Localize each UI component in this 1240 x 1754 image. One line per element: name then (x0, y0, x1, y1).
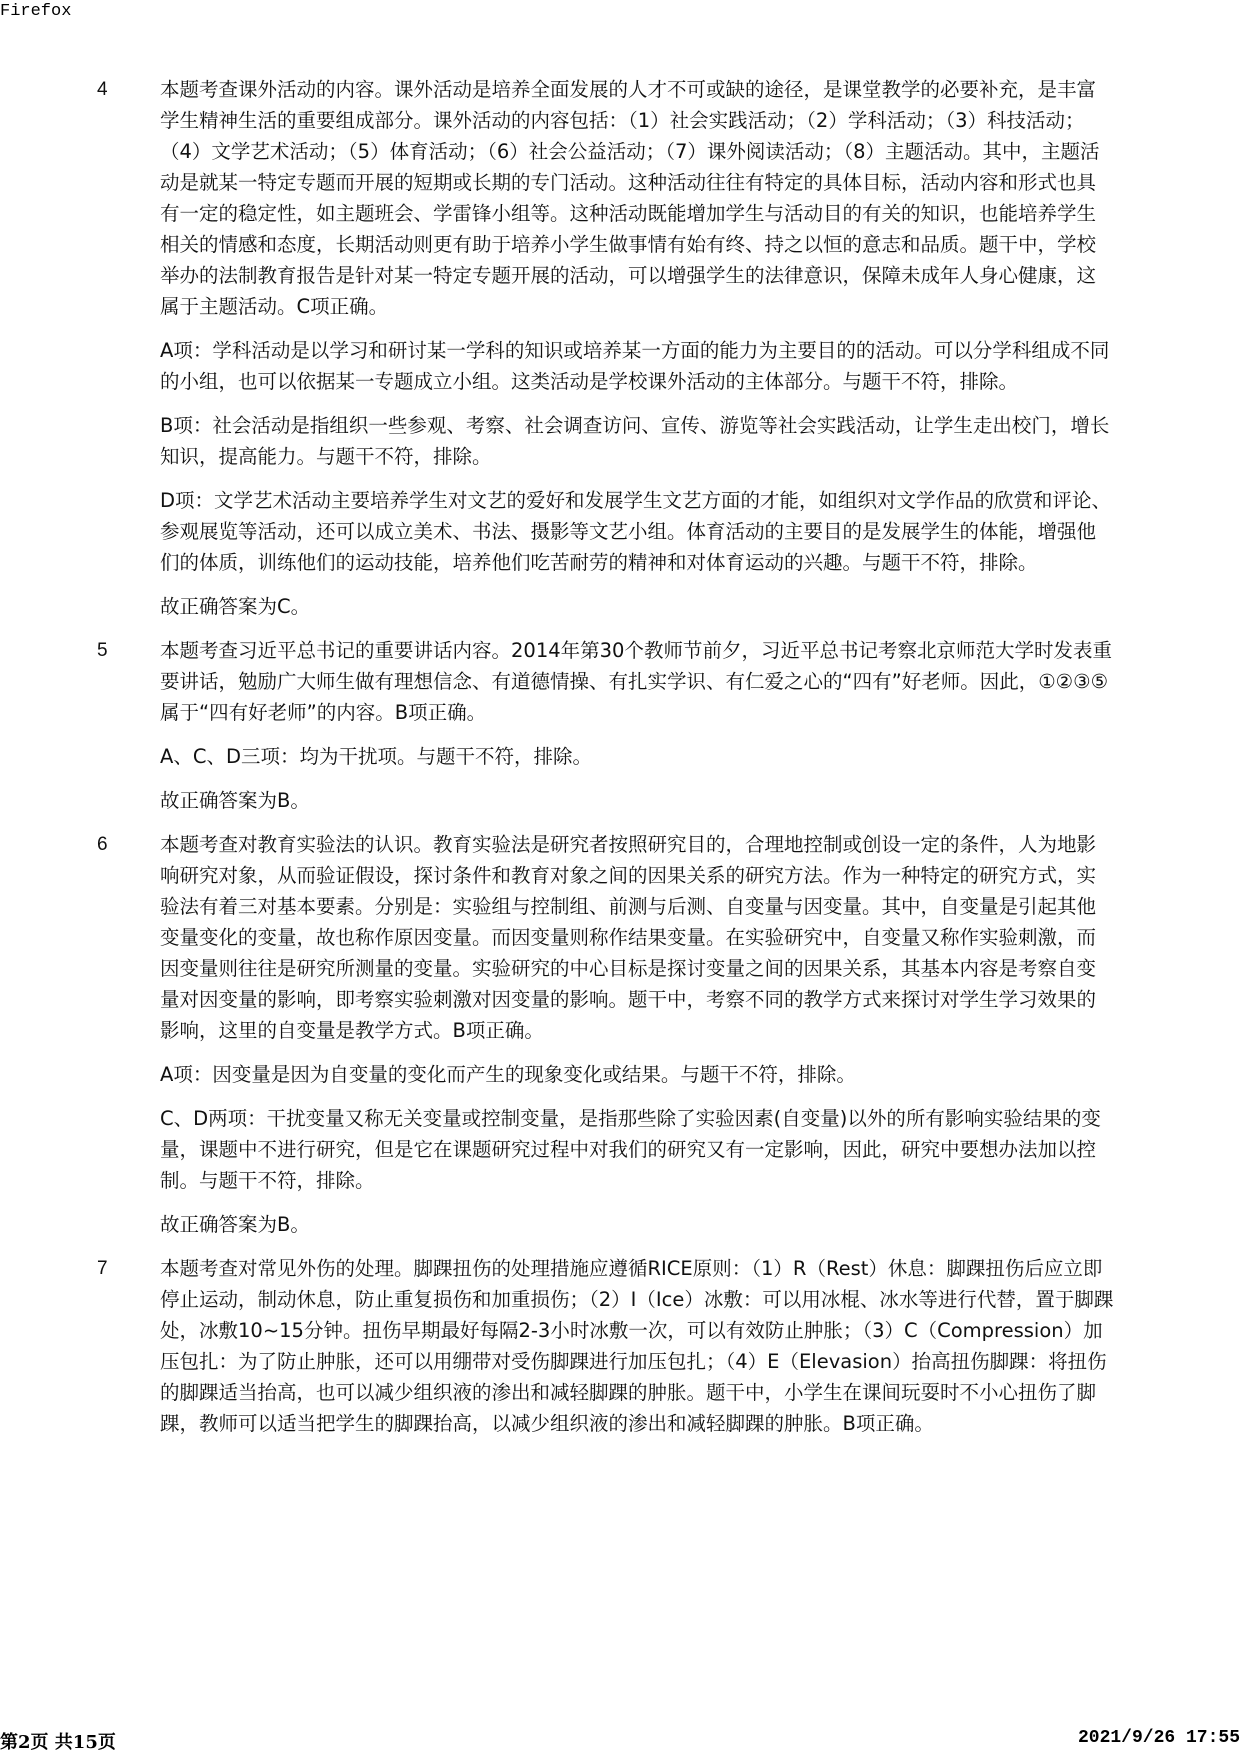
answer-explanations (0, 74, 1240, 1452)
option-b-analysis: B项：社会活动是指组织一些参观、考察、社会调查访问、宣传、游览等社会实践活动，让学生走出校门，增长知识，提高能力。与题干不符，排除。 (160, 414, 1110, 468)
explanation-paragraph: 本题考查课外活动的内容。课外活动是培养全面发展的人才不可或缺的途径，是课堂教学的必要补充，是丰富学生精神生活的重要组成部分。课外活动的内容包括：（1）社会实践活动；（2）学科活动；（3）科技活动；（4）文学艺术活动；（5）体育活动；（6）社会公益活动；（7）课外阅读活动；（8）主题活动。其中，主题活动是就某一特定专题而开展的短期或长期的专门活动。这种活动往往有特定的具体目标，活动内容和形式也具有一定的稳定性，如主题班会、学雷锋小组等。这种活动既能增加学生与活动目的有关的知识，也能培养学生相关的情感和态度，长期活动则更有助于培养小学生做事情有始有终、持之以恒的意志和品质。题干中，学校举办的法制教育报告是针对某一特定专题开展的活动，可以增强学生的法律意识，保障未成年人身心健康，这属于主题活动。C项正确。 (160, 78, 1100, 318)
question-7-explanation (0, 1253, 1240, 1439)
print-datetime: 2021/9/26 17:55 (1077, 1728, 1240, 1748)
explanation-paragraph: 本题考查对教育实验法的认识。教育实验法是研究者按照研究目的，合理地控制或创设一定的条件，人为地影响研究对象，从而验证假设，探讨条件和教育对象之间的因果关系的研究方法。作为一种特定的研究方式，实验法有着三对基本要素。分别是：实验组与控制组、前测与后测、自变量与因变量。其中，自变量是引起其他变量变化的变量，故也称作原因变量。而因变量则称作结果变量。在实验研究中，自变量又称作实验刺激，而因变量则往往是研究所测量的变量。实验研究的中心目标是探讨变量之间的因果关系，其基本内容是考察自变量对因变量的影响，即考察实验刺激对因变量的影响。题干中，考察不同的教学方式来探讨对学生学习效果的影响，这里的自变量是教学方式。B项正确。 (160, 833, 1097, 1042)
explanation-paragraph: 本题考查对常见外伤的处理。脚踝扭伤的处理措施应遵循RICE原则：（1）R（Rest）休息：脚踝扭伤后应立即停止运动，制动休息，防止重复损伤和加重损伤；（2）I（Ice）冰敷：可以用冰棍、冰水等进行代替，置于脚踝处，冰敷10~15分钟。扭伤早期最好每隔2-3小时冰敷一次，可以有效防止肿胀；（3）C（Compression）加压包扎：为了防止肿胀，还可以用绷带对受伤脚踝进行加压包扎；（4）E（Elevasion）抬高扭伤脚踝：将扭伤的脚踝适当抬高，也可以减少组织液的渗出和减轻脚踝的肿胀。题干中，小学生在课间玩耍时不小心扭伤了脚踝，教师可以适当把学生的脚踝抬高，以减少组织液的渗出和减轻脚踝的肿胀。B项正确。 (160, 1257, 1114, 1435)
option-a-analysis: A项：因变量是因为自变量的变化而产生的现象变化或结果。与题干不符，排除。 (160, 1063, 856, 1086)
page-indicator: 第2页 共15页 (0, 1732, 116, 1753)
correct-answer: 故正确答案为B。 (160, 789, 310, 812)
option-acd-analysis: A、C、D三项：均为干扰项。与题干不符，排除。 (160, 745, 592, 768)
option-cd-analysis: C、D两项：干扰变量又称无关变量或控制变量，是指那些除了实验因素(自变量)以外的所有影响实验结果的变量，课题中不进行研究，但是它在课题研究过程中对我们的研究又有一定影响，因此，研究中要想办法加以控制。与题干不符，排除。 (160, 1107, 1101, 1192)
option-a-analysis: A项：学科活动是以学习和研讨某一学科的知识或培养某一方面的能力为主要目的的活动。可以分学科组成不同的小组，也可以依据某一专题成立小组。这类活动是学校课外活动的主体部分。与题干不符，排除。 (160, 339, 1110, 393)
question-number: 4 (97, 79, 108, 100)
option-d-analysis: D项：文学艺术活动主要培养学生对文艺的爱好和发展学生文艺方面的才能，如组织对文学作品的欣赏和评论、参观展览等活动，还可以成立美术、书法、摄影等文艺小组。体育活动的主要目的是发展学生的体能，增强他们的体质，训练他们的运动技能，培养他们吃苦耐劳的精神和对体育运动的兴趣。与题干不符，排除。 (160, 489, 1112, 574)
question-number: 5 (97, 640, 108, 661)
correct-answer: 故正确答案为B。 (160, 1213, 310, 1236)
correct-answer: 故正确答案为C。 (160, 595, 311, 618)
question-number: 6 (97, 834, 108, 855)
question-5-explanation (0, 635, 1240, 816)
question-6-explanation (0, 829, 1240, 1240)
browser-title: Firefox (0, 2, 72, 21)
question-number: 7 (97, 1258, 108, 1279)
question-4-explanation (0, 74, 1240, 622)
explanation-paragraph: 本题考查习近平总书记的重要讲话内容。2014年第30个教师节前夕，习近平总书记考察北京师范大学时发表重要讲话，勉励广大师生做有理想信念、有道德情操、有扎实学识、有仁爱之心的“四有”好老师。因此，①②③⑤属于“四有好老师”的内容。B项正确。 (160, 639, 1112, 724)
